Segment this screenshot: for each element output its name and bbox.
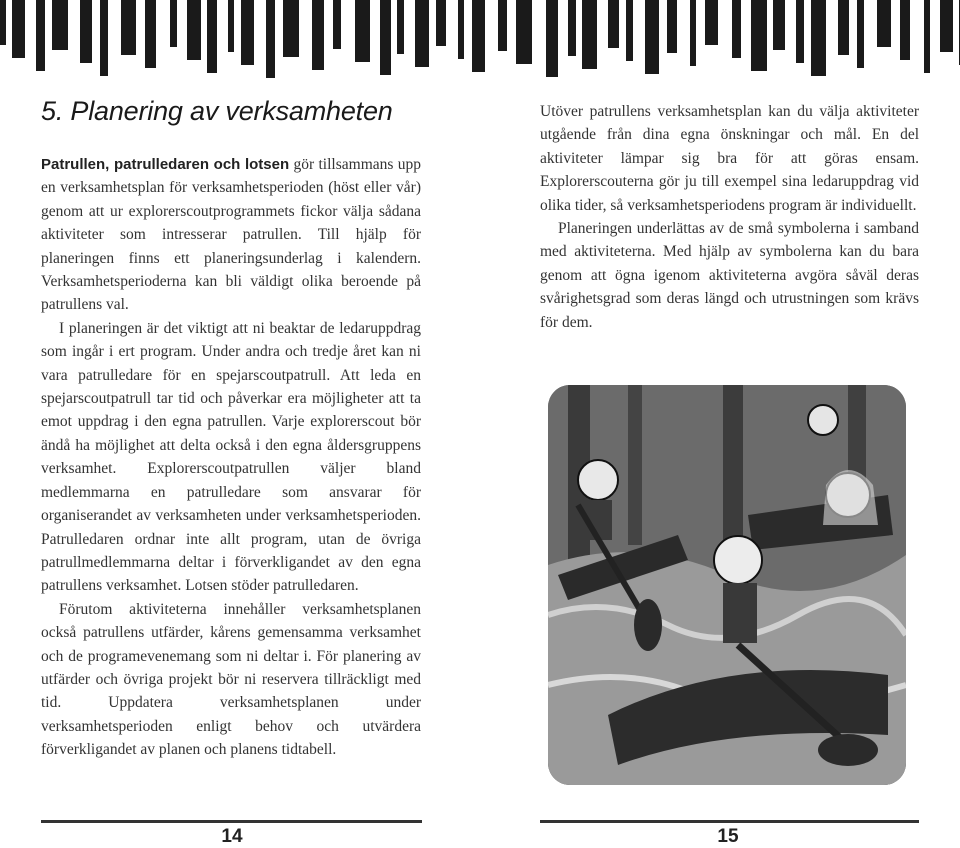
canoe-scouts-illustration-icon [548,385,906,785]
left-column [41,153,421,762]
tree-trunk [355,0,370,62]
tree-trunk [333,0,341,49]
tree-trunk [0,0,6,45]
tree-trunk [52,0,68,50]
tree-trunk [498,0,507,51]
tree-trunk [705,0,718,45]
tree-trunk [900,0,910,60]
tree-trunk [228,0,234,52]
tree-trunk [397,0,404,54]
tree-trunk [187,0,201,60]
tree-trunk [940,0,953,52]
tree-trunk [436,0,446,46]
canoe-illustration [548,385,906,785]
tree-trunk [608,0,619,48]
tree-trunk [667,0,677,53]
paragraph-1-text: gör tillsammans upp en verksamhetsplan för verksamhetsperioden (höst eller vår) genom att ur explorerscoutprogrammets fickor välja sådana aktiviteter som intresserar patrullen. Till hjälp för planeringen finns ett planeringsunderlag i kalendern. Verksamhetsperioderna kan bli väldigt olika beroende på patrullens val. [41,156,422,314]
tree-trunk [796,0,804,63]
tree-trunk [266,0,275,78]
right-column [540,100,919,334]
tree-trunk [582,0,597,69]
tree-trunk [12,0,25,58]
tree-trunk [838,0,849,55]
tree-trunk [170,0,177,47]
paragraph-3: Förutom aktiviteterna innehåller verksamhetsplanen också patrullens utfärder, kårens gemensamma verksamhet och de programevenemang som ni deltar i. För planering av utfärder och övriga projekt bör ni reservera tillräckligt med tid. Uppdatera verksamhetsplanen under verksamhetsperioden enligt behov och utvärdera förverkligandet av planen och planens tidtabell. [41,600,421,759]
forest-header-icon [0,0,960,80]
tree-trunk [36,0,45,71]
tree-trunk [207,0,217,73]
right-paragraph-2: Planeringen underlättas av de små symbolerna i samband med aktiviteterna. Med hjälp av symbolerna kan du bara genom att ögna igenom aktiviteterna avgöra såväl deras svårighetsgrad som deras längd och utrustningen som krävs för dem. [540,220,919,331]
tree-trunk [857,0,864,68]
tree-trunk [241,0,254,65]
tree-trunk [773,0,785,50]
tree-trunk [568,0,576,56]
tree-trunk [380,0,391,75]
left-page-number: 14 [221,826,243,847]
left-footer-rule [41,820,422,823]
tree-trunk [751,0,767,71]
chapter-title: 5. Planering av verksamheten [41,96,393,126]
tree-trunk [877,0,891,47]
tree-trunk [283,0,299,57]
tree-trunk [415,0,429,67]
tree-trunk [645,0,659,74]
tree-trunk [924,0,930,73]
paragraph-2: I planeringen är det viktigt att ni beaktar de ledaruppdrag som ingår i ert program. Under andra och tredje året kan ni vara patrulledare för en spejarscoutpatrull. Att leda en spejarscoutpatrull tar tid och påverkar era möjligheter att ta emot uppdrag i den egna patrullen. Varje explorerscout bör ändå ha möjlighet att delta också i den egna åldersgruppens verksamhet. Explorerscoutpatrullen väljer bland medlemmarna en patrulledare som ansvarar för organiserandet av verksamheten under verksamhetsperioden. Patrulledaren ordnar inte allt program, utan de övriga patrullmedlemmarna deltar i förverkligandet av den egna patrullens verksamhet. Lotsen stöder patrulledaren. [41,319,421,595]
tree-trunk [312,0,324,70]
tree-trunk [145,0,156,68]
tree-trunk [472,0,485,72]
paragraph-1 [41,153,421,317]
tree-trunk [80,0,92,63]
tree-trunk [458,0,464,59]
lead-text: Patrullen, patrulledaren och lotsen [41,156,290,173]
tree-trunk [690,0,696,66]
tree-trunk [121,0,136,55]
tree-trunk [546,0,558,77]
right-paragraph-1: Utöver patrullens verksamhetsplan kan du välja aktiviteter utgående från dina egna önskningar och mål. En del aktiviteter lämpar sig bra för att göras ensam. Explorerscouterna gör ju till exempel sina ledaruppdrag vid olika tider, så verksamhetsperiodens program är individuellt. [540,103,919,214]
right-page-number: 15 [717,826,739,847]
tree-trunk [626,0,633,61]
tree-trunk [516,0,532,64]
tree-trunk [811,0,826,76]
right-footer-rule [540,820,919,823]
tree-trunk [732,0,741,58]
tree-trunk [100,0,108,76]
